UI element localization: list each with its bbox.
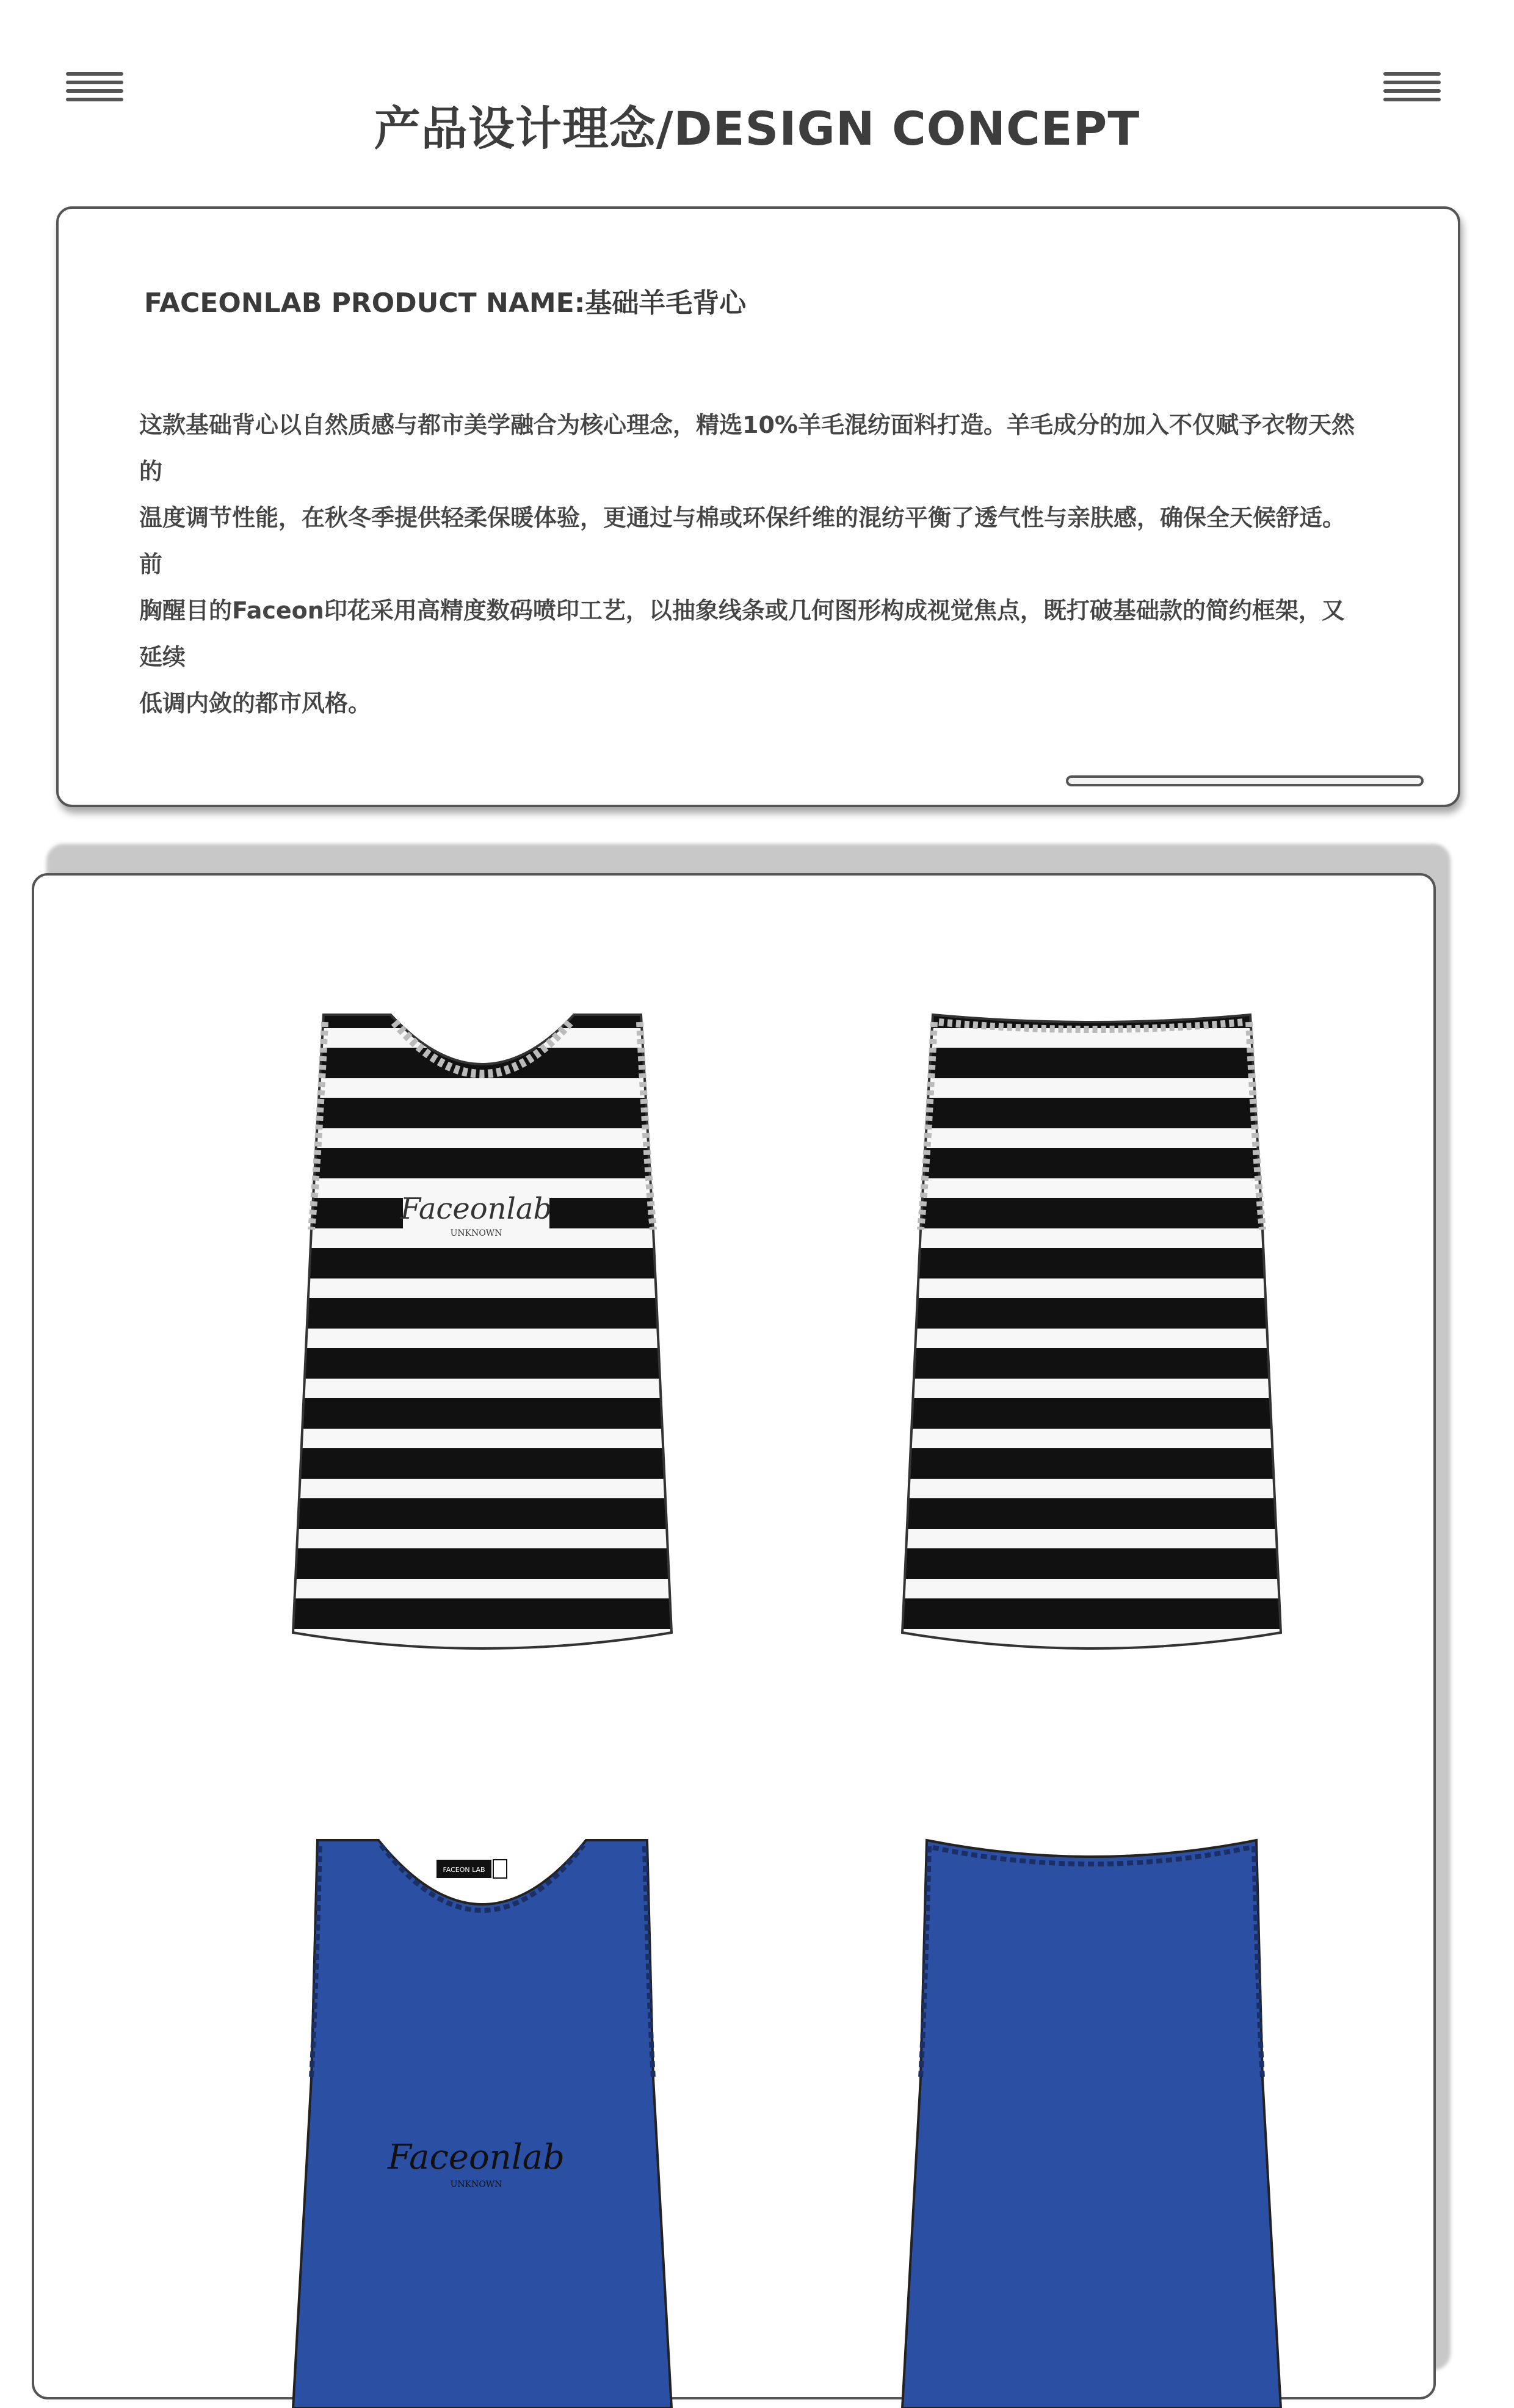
- page-title: 产品设计理念/DESIGN CONCEPT: [374, 101, 1140, 156]
- blue-tank-back: [860, 1834, 1324, 2408]
- print-subtext: UNKNOWN: [450, 1228, 502, 1238]
- striped-tank-back: [860, 998, 1324, 1730]
- print-subtext: UNKNOWN: [450, 2180, 502, 2189]
- neck-label: FACEON LAB: [443, 1866, 485, 1874]
- product-name: FACEONLAB PRODUCT NAME:基础羊毛背心: [144, 288, 747, 319]
- faceonlab-script-print: Faceonlab: [388, 2138, 565, 2177]
- design-description: [139, 402, 1366, 727]
- faceonlab-script-print: Faceonlab: [400, 1192, 552, 1226]
- description-line: 胸醒目的Faceon印花采用高精度数码喷印工艺，以抽象线条或几何图形构成视觉焦点，既打破基础款的简约框架，又延续: [139, 597, 1345, 670]
- product-gallery-card: [32, 873, 1436, 2399]
- horizontal-scrollbar[interactable]: [1066, 775, 1424, 786]
- design-concept-card: [56, 206, 1460, 807]
- striped-tank-front: [250, 998, 714, 1730]
- description-line: 这款基础背心以自然质感与都市美学融合为核心理念，精选10%羊毛混纺面料打造。羊毛成分的加入不仅赋予衣物天然的: [139, 412, 1355, 485]
- description-line: 温度调节性能，在秋冬季提供轻柔保暖体验，更通过与棉或环保纤维的混纺平衡了透气性与亲肤感，确保全天候舒适。前: [139, 504, 1346, 578]
- description-line: 低调内敛的都市风格。: [139, 690, 372, 717]
- blue-tank-front: [250, 1834, 714, 2408]
